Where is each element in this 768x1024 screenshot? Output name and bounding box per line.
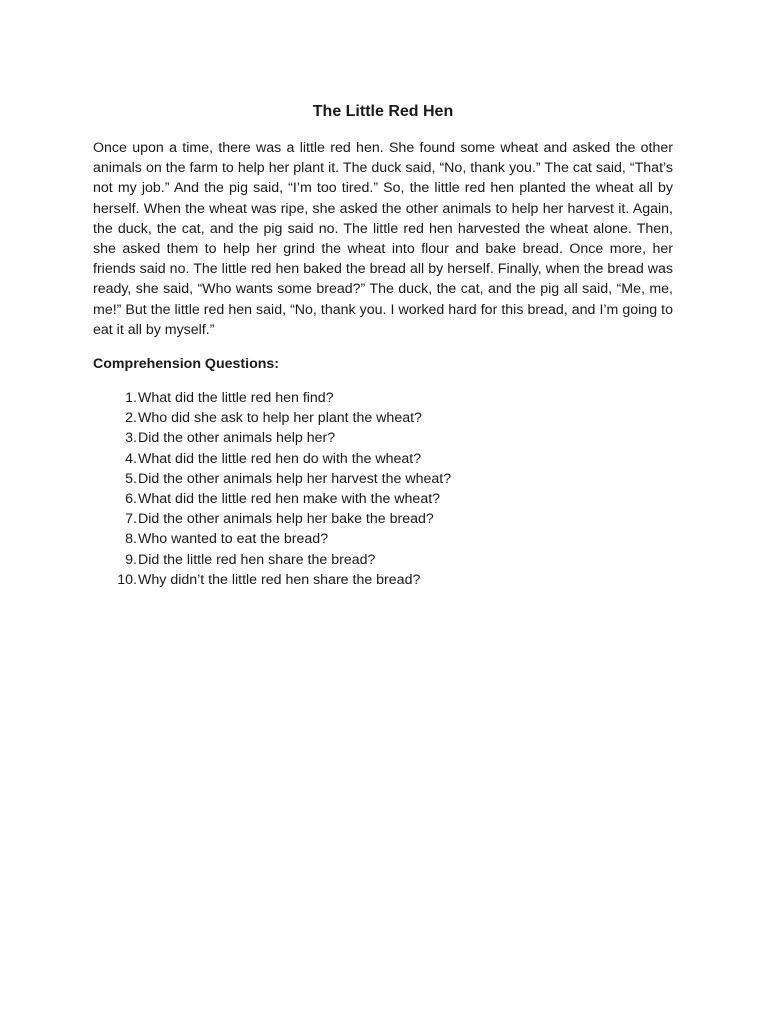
question-number: 7. — [125, 511, 137, 528]
question-number: 9. — [125, 551, 137, 568]
question-item — [93, 489, 673, 509]
question-text: Did the other animals help her harvest the wheat? — [138, 470, 452, 487]
question-text: Who wanted to eat the bread? — [138, 531, 329, 548]
question-number: 5. — [125, 470, 137, 487]
question-item — [93, 469, 673, 489]
question-item — [93, 449, 673, 469]
question-text: Who did she ask to help her plant the wheat? — [138, 410, 422, 427]
question-text: Did the other animals help her? — [138, 430, 336, 447]
question-number: 1. — [125, 390, 137, 407]
question-number: 4. — [125, 450, 137, 467]
question-number: 3. — [125, 430, 137, 447]
question-text: Why didn’t the little red hen share the bread? — [138, 571, 421, 588]
question-text: Did the little red hen share the bread? — [138, 551, 376, 568]
question-item — [93, 388, 673, 408]
question-item — [93, 408, 673, 428]
question-item — [93, 428, 673, 448]
question-text: Did the other animals help her bake the bread? — [138, 511, 434, 528]
question-text: What did the little red hen do with the wheat? — [138, 450, 422, 467]
question-item — [93, 509, 673, 529]
story-paragraph: Once upon a time, there was a little red hen. She found some wheat and asked the other animals on the farm to help her plant it. The duck said, “No, thank you.” The cat said, “That’s not my job.” And the pig said, “I’m too tired.” So, the little red hen planted the wheat all by herself. When the wheat was ripe, she asked the other animals to help her harvest it. Again, the duck, the cat, and the pig said no. The little red hen harvested the wheat alone. Then, she asked them to help her grind the wheat into flour and bake bread. Once more, her friends said no. The little red hen baked the bread all by herself. Finally, when the bread was ready, she said, “Who wants some bread?” The duck, the cat, and the pig all said, “Me, me, me!” But the little red hen said, “No, thank you. I worked hard for this bread, and I’m going to eat it all by myself.” — [93, 140, 673, 338]
document-page — [93, 100, 673, 590]
question-text: What did the little red hen make with the wheat? — [138, 491, 441, 508]
document-title: The Little Red Hen — [312, 103, 454, 120]
question-number: 6. — [125, 491, 137, 508]
questions-heading: Comprehension Questions: — [93, 356, 280, 373]
question-item — [93, 550, 673, 570]
question-text: What did the little red hen find? — [138, 390, 334, 407]
question-item — [93, 570, 673, 590]
question-list — [93, 388, 673, 590]
question-item — [93, 529, 673, 549]
question-number: 8. — [125, 531, 137, 548]
question-number: 10. — [117, 571, 137, 588]
question-number: 2. — [125, 410, 137, 427]
